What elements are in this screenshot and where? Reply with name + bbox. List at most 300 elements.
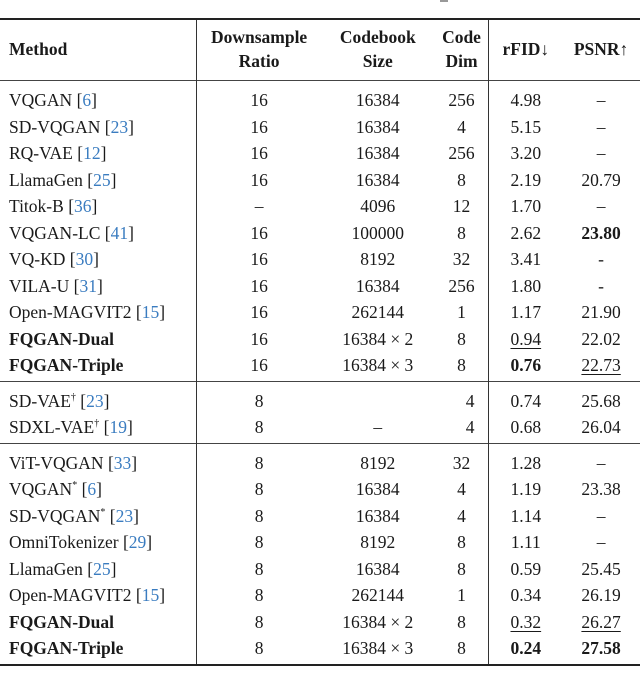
- cell-codebook-size-value: 16384: [355, 169, 400, 190]
- cell-codebook-size: [321, 326, 435, 353]
- cell-psnr-value: –: [596, 532, 606, 552]
- method-superscript: *: [100, 506, 106, 518]
- cell-code-dim: [435, 635, 489, 665]
- table-body: [0, 81, 640, 665]
- method-name: RQ-VAE: [9, 143, 73, 163]
- citation-link[interactable]: 15: [141, 302, 160, 322]
- cell-method: [0, 326, 197, 353]
- cell-rfid-value: 3.20: [510, 143, 542, 163]
- cell-psnr: [562, 635, 640, 665]
- cell-downsample-ratio-value: 16: [250, 328, 268, 349]
- cell-codebook-size-value: 16384: [355, 116, 400, 137]
- cell-code-dim-value: 1: [457, 302, 466, 322]
- cell-rfid-value: 0.74: [510, 390, 542, 411]
- cell-codebook-size: [321, 503, 435, 530]
- cell-rfid-value: 1.19: [510, 479, 542, 499]
- cell-psnr: [562, 140, 640, 167]
- cell-downsample-ratio-value: 16: [250, 302, 268, 322]
- cell-codebook-size: [321, 609, 435, 636]
- table-row: [0, 476, 640, 503]
- cell-downsample-ratio: [197, 414, 321, 443]
- cell-downsample-ratio-value: 8: [254, 611, 264, 632]
- table-row: [0, 326, 640, 353]
- cell-codebook-size-value: 16384: [355, 558, 400, 579]
- cell-psnr-value: 22.73: [581, 355, 621, 375]
- header-psnr-label: PSNR↑: [573, 39, 629, 59]
- method-superscript: †: [94, 418, 100, 430]
- method-name: OmniTokenizer: [9, 532, 119, 552]
- cell-psnr-value: –: [596, 452, 606, 473]
- cell-method: [0, 352, 197, 381]
- cell-psnr-value: 21.90: [581, 302, 621, 322]
- cell-rfid-value: 2.19: [510, 169, 542, 190]
- cell-codebook-size-value: 16384 × 2: [342, 611, 414, 632]
- cell-codebook-size: [321, 140, 435, 167]
- cell-method: LlamaGen [25]: [0, 556, 197, 583]
- cell-code-dim: [435, 81, 489, 114]
- cell-codebook-size-value: 8192: [360, 249, 396, 269]
- cell-rfid-value: 1.14: [510, 505, 542, 526]
- cell-code-dim: [435, 414, 489, 443]
- method-superscript: †: [70, 391, 76, 403]
- cell-downsample-ratio: [197, 299, 321, 326]
- cell-method: [0, 635, 197, 665]
- table-row: [0, 503, 640, 530]
- cell-code-dim-value: 256: [448, 275, 475, 296]
- cell-downsample-ratio-value: 8: [254, 532, 264, 552]
- table-row: [0, 582, 640, 609]
- header-downsample-line1: Downsample: [210, 27, 308, 47]
- cell-psnr-value: –: [596, 143, 606, 163]
- header-codebook-line1: Codebook: [339, 27, 416, 47]
- cell-psnr-value: 27.58: [581, 638, 621, 658]
- cell-method: ViT-VQGAN [33]: [0, 443, 197, 476]
- cell-codebook-size: [321, 81, 435, 114]
- citation-link[interactable]: 23: [110, 116, 129, 137]
- cell-code-dim: [435, 609, 489, 636]
- cell-code-dim: [435, 220, 489, 247]
- cell-downsample-ratio-value: 16: [250, 355, 268, 375]
- cell-codebook-size: [321, 220, 435, 247]
- cell-codebook-size-value: 16384 × 2: [342, 328, 414, 349]
- citation-link[interactable]: 25: [93, 169, 111, 190]
- citation-link[interactable]: 19: [109, 417, 127, 437]
- cell-rfid: [489, 167, 562, 194]
- cell-rfid: [489, 352, 562, 381]
- cell-downsample-ratio: [197, 220, 321, 247]
- cell-method: OmniTokenizer [29]: [0, 529, 197, 556]
- cell-code-dim-value: 4: [457, 505, 466, 526]
- cell-psnr: [562, 193, 640, 220]
- cell-psnr: [562, 443, 640, 476]
- cell-psnr-value: 22.02: [581, 328, 621, 349]
- cell-psnr-value: 20.79: [581, 169, 621, 190]
- cell-rfid: [489, 609, 562, 636]
- header-codedim-line2: Dim: [445, 51, 478, 71]
- cell-downsample-ratio-value: 8: [254, 452, 264, 473]
- cell-method: Open-MAGVIT2 [15]: [0, 299, 197, 326]
- cell-code-dim: [435, 246, 489, 273]
- cell-rfid: [489, 140, 562, 167]
- cell-codebook-size: [321, 414, 435, 443]
- citation-link[interactable]: 23: [115, 505, 134, 526]
- cell-codebook-size-value: 8192: [360, 452, 396, 473]
- caption-remnant: [440, 0, 448, 2]
- cell-codebook-size-value: 262144: [351, 585, 404, 605]
- cell-code-dim: [435, 326, 489, 353]
- cell-code-dim: [435, 556, 489, 583]
- header-rfid-label: rFID↓: [502, 39, 550, 59]
- cell-psnr: [562, 381, 640, 414]
- cell-psnr-value: 25.45: [581, 558, 621, 579]
- cell-rfid-value: 1.70: [510, 196, 542, 216]
- cell-downsample-ratio: [197, 556, 321, 583]
- cell-downsample-ratio-value: 8: [254, 558, 264, 579]
- cell-codebook-size: [321, 476, 435, 503]
- cell-psnr: [562, 582, 640, 609]
- cell-code-dim-value: 8: [457, 558, 466, 579]
- cell-rfid: [489, 381, 562, 414]
- cell-rfid: [489, 193, 562, 220]
- cell-method: SD-VAE† [23]: [0, 381, 197, 414]
- citation-link[interactable]: 6: [82, 90, 92, 110]
- table-row: [0, 529, 640, 556]
- cell-rfid-value: 0.32: [510, 611, 542, 632]
- cell-method: SDXL-VAE† [19]: [0, 414, 197, 443]
- cell-codebook-size-value: 100000: [351, 222, 404, 243]
- cell-downsample-ratio: [197, 140, 321, 167]
- cell-downsample-ratio-value: 8: [254, 417, 264, 437]
- cell-rfid-value: 0.76: [510, 355, 542, 375]
- cell-downsample-ratio: [197, 193, 321, 220]
- cell-code-dim: [435, 582, 489, 609]
- cell-downsample-ratio: [197, 81, 321, 114]
- cell-downsample-ratio: [197, 352, 321, 381]
- table-row: [0, 114, 640, 141]
- cell-codebook-size: [321, 381, 435, 414]
- cell-codebook-size-value: 16384: [355, 90, 400, 110]
- cell-code-dim: [435, 140, 489, 167]
- header-downsample-line2: Ratio: [238, 51, 280, 71]
- cell-psnr: [562, 246, 640, 273]
- cell-rfid: [489, 503, 562, 530]
- cell-rfid-value: 5.15: [510, 116, 542, 137]
- cell-downsample-ratio: [197, 114, 321, 141]
- cell-method: RQ-VAE [12]: [0, 140, 197, 167]
- cell-code-dim: [435, 529, 489, 556]
- header-row: [0, 19, 640, 81]
- cell-method: LlamaGen [25]: [0, 167, 197, 194]
- cell-psnr-value: 23.80: [581, 222, 621, 243]
- cell-codebook-size-value: 16384: [355, 505, 400, 526]
- cell-method: VQGAN* [6]: [0, 476, 197, 503]
- cell-method: VILA-U [31]: [0, 273, 197, 300]
- cell-code-dim: [435, 503, 489, 530]
- cell-rfid-value: 0.24: [510, 638, 542, 658]
- citation-link[interactable]: 31: [79, 275, 97, 296]
- method-name: Titok-B: [9, 196, 64, 216]
- method-name: LlamaGen: [9, 558, 83, 579]
- cell-code-dim: [435, 193, 489, 220]
- cell-psnr: [562, 529, 640, 556]
- cell-method: VQ-KD [30]: [0, 246, 197, 273]
- cell-rfid-value: 0.59: [510, 558, 542, 579]
- cell-codebook-size: [321, 582, 435, 609]
- cell-code-dim-value: 12: [452, 196, 471, 216]
- header-code-dim: [435, 19, 489, 81]
- cell-psnr-value: 23.38: [581, 479, 621, 499]
- cell-psnr: [562, 476, 640, 503]
- table-row: [0, 381, 640, 414]
- cell-rfid: [489, 220, 562, 247]
- header-rfid: [489, 19, 562, 81]
- cell-psnr: [562, 114, 640, 141]
- cell-psnr: [562, 220, 640, 247]
- cell-downsample-ratio-value: 16: [250, 116, 268, 137]
- cell-downsample-ratio: [197, 326, 321, 353]
- cell-rfid: [489, 635, 562, 665]
- citation-link[interactable]: 41: [110, 222, 129, 243]
- cell-rfid: [489, 273, 562, 300]
- cell-method: VQGAN-LC [41]: [0, 220, 197, 247]
- cell-rfid: [489, 114, 562, 141]
- cell-code-dim: [435, 443, 489, 476]
- cell-code-dim: [435, 273, 489, 300]
- cell-psnr: [562, 503, 640, 530]
- table-row: [0, 220, 640, 247]
- citation-link[interactable]: 30: [75, 249, 94, 269]
- cell-psnr-value: –: [596, 505, 606, 526]
- cell-codebook-size: [321, 443, 435, 476]
- cell-code-dim-value: 32: [452, 452, 471, 473]
- cell-psnr: [562, 326, 640, 353]
- cell-codebook-size-value: 16384: [355, 479, 400, 499]
- cell-psnr-value: –: [596, 196, 606, 216]
- method-name: FQGAN-Dual: [9, 328, 114, 349]
- citation-link[interactable]: 6: [87, 479, 97, 499]
- method-name: SD-VQGAN: [9, 116, 101, 137]
- cell-codebook-size-value: 16384 × 3: [342, 355, 414, 375]
- cell-code-dim: [435, 381, 489, 414]
- table-row: [0, 167, 640, 194]
- cell-rfid: [489, 443, 562, 476]
- cell-codebook-size: [321, 635, 435, 665]
- method-name: LlamaGen: [9, 169, 83, 190]
- method-name: Open-MAGVIT2: [9, 585, 132, 605]
- table-row: [0, 193, 640, 220]
- header-downsample-ratio: [197, 19, 321, 81]
- table-row: [0, 414, 640, 443]
- cell-downsample-ratio: [197, 273, 321, 300]
- cell-rfid: [489, 414, 562, 443]
- cell-codebook-size-value: 16384 × 3: [342, 638, 414, 658]
- cell-code-dim-value: 8: [457, 611, 466, 632]
- header-codedim-line1: Code: [442, 27, 481, 47]
- cell-downsample-ratio-value: 16: [250, 275, 268, 296]
- method-name: VQGAN-LC: [9, 222, 101, 243]
- cell-rfid-value: 0.68: [510, 417, 542, 437]
- cell-codebook-size: [321, 246, 435, 273]
- cell-downsample-ratio-value: 8: [254, 505, 264, 526]
- cell-rfid: [489, 246, 562, 273]
- citation-link[interactable]: 36: [74, 196, 92, 216]
- cell-method: VQGAN [6]: [0, 81, 197, 114]
- cell-psnr: [562, 556, 640, 583]
- results-table: [0, 18, 640, 666]
- cell-method: Titok-B [36]: [0, 193, 197, 220]
- cell-codebook-size-value: 262144: [351, 302, 404, 322]
- cell-downsample-ratio-value: 8: [254, 585, 264, 605]
- header-codebook-line2: Size: [362, 51, 393, 71]
- cell-downsample-ratio: [197, 167, 321, 194]
- cell-rfid: [489, 299, 562, 326]
- cell-downsample-ratio: [197, 635, 321, 665]
- method-name: SD-VQGAN: [9, 505, 101, 526]
- cell-rfid: [489, 582, 562, 609]
- cell-psnr: [562, 81, 640, 114]
- cell-rfid-value: 0.94: [510, 328, 542, 349]
- method-name: FQGAN-Dual: [9, 611, 114, 632]
- cell-psnr-value: –: [596, 116, 606, 137]
- cell-rfid: [489, 326, 562, 353]
- cell-downsample-ratio: [197, 529, 321, 556]
- cell-downsample-ratio-value: 8: [254, 479, 264, 499]
- cell-code-dim-value: 8: [457, 355, 466, 375]
- cell-downsample-ratio-value: 8: [254, 638, 264, 658]
- citation-link[interactable]: 12: [83, 143, 101, 163]
- header-psnr: [562, 19, 640, 81]
- cell-rfid-value: 4.98: [510, 90, 542, 110]
- method-name: VQGAN: [9, 479, 73, 499]
- cell-code-dim-value: 8: [457, 222, 466, 243]
- cell-downsample-ratio-value: 8: [254, 390, 264, 411]
- cell-downsample-ratio-value: 16: [250, 143, 268, 163]
- cell-code-dim-value: 8: [457, 532, 466, 552]
- cell-rfid: [489, 556, 562, 583]
- cell-code-dim: [435, 476, 489, 503]
- citation-link[interactable]: 23: [86, 390, 104, 411]
- citation-link[interactable]: 25: [93, 558, 111, 579]
- cell-psnr-value: 26.04: [581, 417, 621, 437]
- cell-rfid-value: 1.28: [510, 452, 542, 473]
- method-name: SD-VAE: [9, 390, 71, 411]
- cell-rfid-value: 1.11: [510, 532, 541, 552]
- method-name: FQGAN-Triple: [9, 355, 124, 375]
- cell-downsample-ratio: [197, 503, 321, 530]
- cell-psnr-value: 26.19: [581, 585, 621, 605]
- cell-codebook-size: [321, 352, 435, 381]
- method-superscript: *: [72, 480, 78, 492]
- cell-code-dim-value: 8: [457, 328, 466, 349]
- cell-codebook-size: [321, 193, 435, 220]
- table-row: [0, 443, 640, 476]
- cell-code-dim-value: 4: [457, 479, 466, 499]
- cell-rfid: [489, 529, 562, 556]
- cell-code-dim-value: 8: [457, 638, 466, 658]
- method-name: VQGAN: [9, 90, 73, 110]
- method-name: SDXL-VAE: [9, 417, 95, 437]
- cell-code-dim: [435, 114, 489, 141]
- method-name: FQGAN-Triple: [9, 638, 124, 658]
- method-name: VILA-U: [9, 275, 70, 296]
- cell-code-dim: [435, 167, 489, 194]
- table-row: [0, 352, 640, 381]
- cell-codebook-size-value: –: [373, 417, 383, 437]
- cell-downsample-ratio-value: 16: [250, 222, 268, 243]
- method-name: Open-MAGVIT2: [9, 302, 132, 322]
- cell-codebook-size-value: 8192: [360, 532, 396, 552]
- cell-codebook-size-value: 16384: [355, 275, 400, 296]
- cell-downsample-ratio: [197, 381, 321, 414]
- cell-rfid-value: 0.34: [510, 585, 542, 605]
- cell-code-dim-value: 256: [448, 90, 475, 110]
- cell-psnr: [562, 167, 640, 194]
- table-row: [0, 609, 640, 636]
- table-row: [0, 635, 640, 665]
- cell-psnr: [562, 273, 640, 300]
- cell-method: SD-VQGAN* [23]: [0, 503, 197, 530]
- cell-downsample-ratio-value: 16: [250, 169, 268, 190]
- cell-method: [0, 609, 197, 636]
- cell-downsample-ratio: [197, 246, 321, 273]
- table-row: [0, 140, 640, 167]
- cell-code-dim-value: 4: [457, 116, 466, 137]
- cell-psnr-value: 26.27: [581, 611, 621, 632]
- cell-codebook-size: [321, 299, 435, 326]
- cell-code-dim-value: 32: [452, 249, 471, 269]
- citation-link[interactable]: 33: [113, 452, 132, 473]
- header-method-label: Method: [9, 39, 68, 59]
- cell-psnr-value: –: [596, 90, 606, 110]
- cell-rfid-value: 2.62: [510, 222, 542, 243]
- cell-downsample-ratio: [197, 476, 321, 503]
- cell-method: Open-MAGVIT2 [15]: [0, 582, 197, 609]
- header-method: [0, 19, 197, 81]
- cell-code-dim: [435, 299, 489, 326]
- cell-psnr: [562, 352, 640, 381]
- cell-psnr-value: -: [598, 249, 604, 269]
- cell-codebook-size: [321, 556, 435, 583]
- cell-rfid-value: 1.80: [510, 275, 542, 296]
- table-row: [0, 299, 640, 326]
- cell-psnr-value: 25.68: [581, 390, 621, 411]
- cell-rfid-value: 3.41: [510, 249, 542, 269]
- cell-rfid: [489, 476, 562, 503]
- cell-downsample-ratio-value: 16: [250, 249, 268, 269]
- cell-downsample-ratio: [197, 609, 321, 636]
- cell-rfid: [489, 81, 562, 114]
- cell-psnr: [562, 609, 640, 636]
- cell-codebook-size: [321, 273, 435, 300]
- table-row: [0, 556, 640, 583]
- table-row: [0, 273, 640, 300]
- cell-psnr: [562, 414, 640, 443]
- cell-codebook-size: [321, 114, 435, 141]
- table-row: [0, 81, 640, 114]
- cell-codebook-size: [321, 167, 435, 194]
- cell-downsample-ratio: [197, 443, 321, 476]
- cell-downsample-ratio-value: 16: [250, 90, 268, 110]
- method-name: VQ-KD: [9, 249, 66, 269]
- cell-downsample-ratio: [197, 582, 321, 609]
- cell-method: SD-VQGAN [23]: [0, 114, 197, 141]
- cell-codebook-size-value: 16384: [355, 143, 400, 163]
- cell-code-dim-value: 4: [465, 417, 475, 437]
- cell-codebook-size-value: 4096: [360, 196, 396, 216]
- cell-codebook-size: [321, 529, 435, 556]
- citation-link[interactable]: 29: [128, 532, 147, 552]
- citation-link[interactable]: 15: [141, 585, 160, 605]
